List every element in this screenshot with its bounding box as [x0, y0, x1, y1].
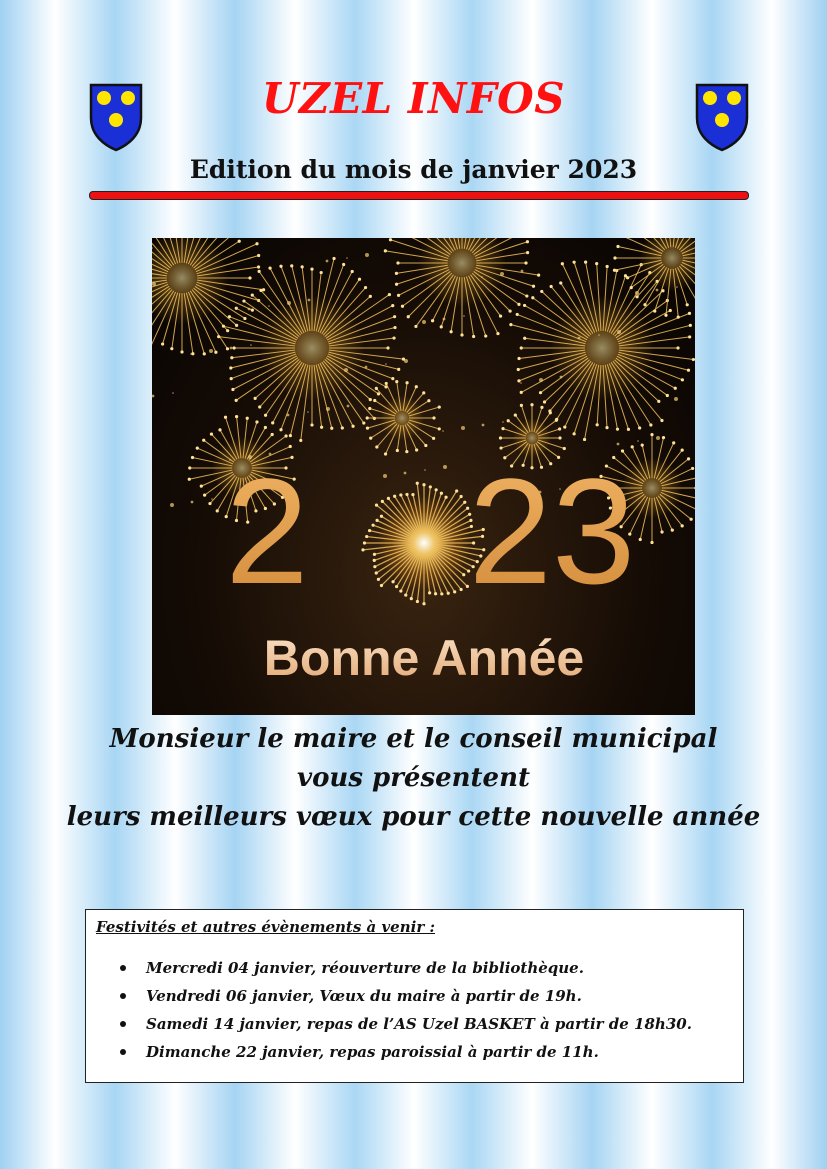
edition-subtitle: Edition du mois de janvier 2023 [189, 155, 638, 184]
event-text: Vendredi 06 janvier, Vœux du maire à partir de 19h. [146, 987, 582, 1005]
year-digits-twenty-three: 23 [468, 447, 636, 615]
event-item [116, 958, 692, 986]
event-text: Samedi 14 janvier, repas de l’AS Uzel BASKET à partir de 18h30. [146, 1015, 692, 1033]
title-divider [89, 191, 749, 200]
greeting-line-2: vous présentent [296, 763, 530, 793]
mayor-greeting [0, 720, 827, 837]
crest-right-icon [694, 82, 750, 152]
events-heading: Festivités et autres évènements à venir : [96, 918, 435, 936]
year-digit-two: 2 [225, 447, 309, 615]
event-text: Mercredi 04 janvier, réouverture de la bibliothèque. [146, 959, 584, 977]
event-item [116, 1014, 692, 1042]
bonne-annee-caption: Bonne Année [263, 630, 585, 686]
event-text: Dimanche 22 janvier, repas paroissial à partir de 11h. [146, 1043, 599, 1061]
bullet-icon [120, 965, 126, 971]
event-item [116, 986, 692, 1014]
greeting-line-1: Monsieur le maire et le conseil municipal [109, 724, 718, 754]
upcoming-events-box [85, 909, 744, 1083]
greeting-line-3: leurs meilleurs vœux pour cette nouvelle année [66, 802, 761, 832]
bullet-icon [120, 1021, 126, 1027]
new-year-banner [152, 238, 695, 715]
events-list [116, 958, 692, 1070]
event-item [116, 1042, 692, 1070]
bullet-icon [120, 993, 126, 999]
bullet-icon [120, 1049, 126, 1055]
newsletter-title: UZEL INFOS [261, 74, 566, 123]
fireworks-image [152, 238, 695, 715]
